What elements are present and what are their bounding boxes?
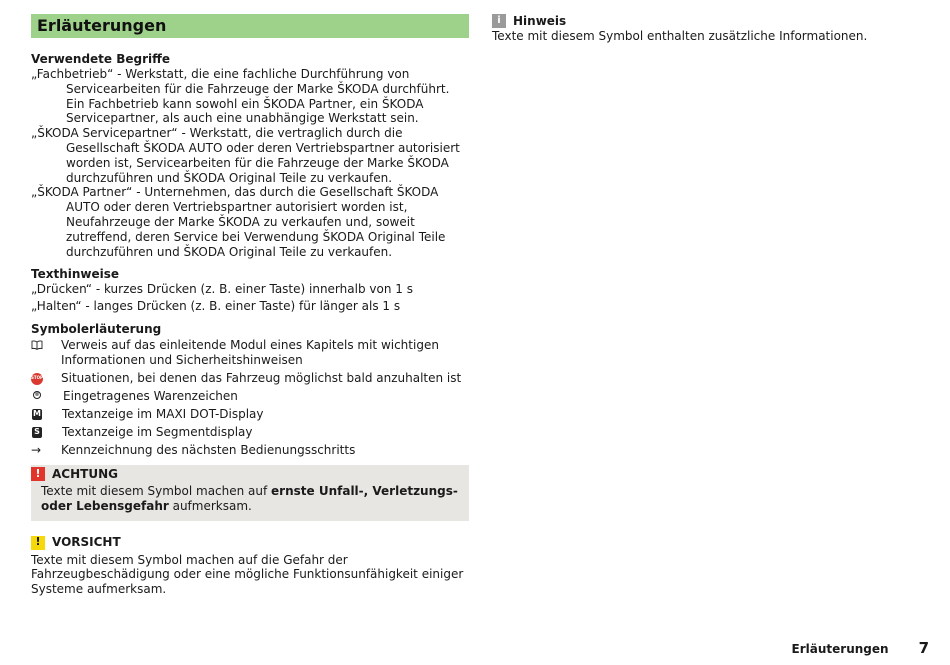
arrow-right-icon: → — [31, 443, 42, 458]
hinweis-label: Hinweis — [513, 13, 567, 28]
vorsicht-label: VORSICHT — [52, 535, 121, 550]
stop-icon: STOP — [31, 373, 43, 385]
caution-icon: ! — [31, 536, 45, 550]
achtung-box — [31, 465, 469, 521]
hinweis-header — [492, 13, 912, 29]
symbols-section — [31, 322, 469, 458]
term-skoda-servicepartner: „ŠKODA Servicepartner“ - Werkstatt, die vertraglich durch die Gesellschaft ŠKODA AUTO oder deren Vertriebspartner autorisiert worden ist, Servicearbeiten für die Fahrzeuge der Marke ŠKODA durchzuführen und ŠKODA Original Teile zu verkaufen. — [31, 126, 460, 185]
section-title: Erläuterungen — [31, 14, 469, 38]
achtung-text: Texte mit diesem Symbol machen auf ernste Unfall-, Verletzungs- oder Lebensgefahr aufmerksam. — [41, 484, 458, 513]
info-icon: i — [492, 14, 506, 28]
vorsicht-text: Texte mit diesem Symbol machen auf die Gefahr der Fahrzeugbeschädigung oder eine mögliche Funktionsunfähigkeit einiger Systeme aufmerksam. — [31, 552, 464, 597]
symbol-arrow-text: Kennzeichnung des nächsten Bedienungsschritts — [61, 443, 356, 458]
maxi-dot-icon: M — [33, 409, 41, 419]
symbol-stop-text: Situationen, bei denen das Fahrzeug möglichst bald anzuhalten ist — [61, 370, 462, 385]
vorsicht-header — [31, 535, 469, 551]
symbol-maxi-dot-text: Textanzeige im MAXI DOT-Display — [62, 407, 264, 422]
terms-section — [31, 52, 469, 259]
symbol-book-text: Verweis auf das einleitende Modul eines Kapitels mit wichtigen Informationen und Sicherheitshinweisen — [61, 337, 439, 367]
hinweis-text: Texte mit diesem Symbol enthalten zusätzliche Informationen. — [492, 29, 868, 43]
hint-druecken: „Drücken“ - kurzes Drücken (z. B. einer Taste) innerhalb von 1 s — [31, 282, 413, 297]
symbol-row-book — [31, 338, 469, 368]
page-footer — [792, 641, 929, 657]
book-icon — [31, 340, 43, 350]
symbol-segment-text: Textanzeige im Segmentdisplay — [62, 425, 253, 440]
text-hints-heading: Texthinweise — [31, 267, 120, 282]
text-hints-section — [31, 267, 469, 314]
achtung-header — [31, 466, 459, 482]
achtung-label: ACHTUNG — [52, 466, 118, 481]
term-skoda-partner: „ŠKODA Partner“ - Unternehmen, das durch die Gesellschaft ŠKODA AUTO oder deren Vertriebspartner autorisiert worden ist, Neufahrzeuge der Marke ŠKODA zu verkaufen und, soweit zutreffend, deren Service bei Verwendung ŠKODA Original Teile durchzuführen und ŠKODA Original Teile zu verkaufen. — [31, 185, 446, 259]
trademark-icon: ® — [34, 391, 40, 398]
term-fachbetrieb: „Fachbetrieb“ - Werkstatt, die eine fachliche Durchführung von Servicearbeiten für die Fahrzeuge der Marke ŠKODA durchführt. Ein Fachbetrieb kann sowohl ein ŠKODA Partner, ein ŠKODA Servicepartner, als auch eine unabhängige Werkstatt sein. — [31, 67, 450, 126]
vorsicht-box — [31, 535, 469, 597]
symbol-row-trademark — [31, 389, 469, 404]
hint-halten: „Halten“ - langes Drücken (z. B. einer Taste) für länger als 1 s — [31, 299, 401, 314]
symbol-row-arrow — [31, 443, 469, 458]
symbol-row-segment — [31, 425, 469, 440]
terms-heading: Verwendete Begriffe — [31, 52, 171, 66]
segment-display-icon: S — [32, 427, 42, 438]
right-column — [492, 13, 912, 44]
page-number: 7 — [918, 639, 929, 657]
symbols-heading: Symbolerläuterung — [31, 321, 162, 336]
symbol-row-stop — [31, 371, 469, 386]
footer-title: Erläuterungen — [791, 642, 889, 656]
symbol-trademark-text: Eingetragenes Warenzeichen — [63, 388, 238, 403]
warning-icon: ! — [31, 467, 45, 481]
symbol-row-maxi-dot — [31, 407, 469, 422]
left-column — [31, 14, 469, 597]
